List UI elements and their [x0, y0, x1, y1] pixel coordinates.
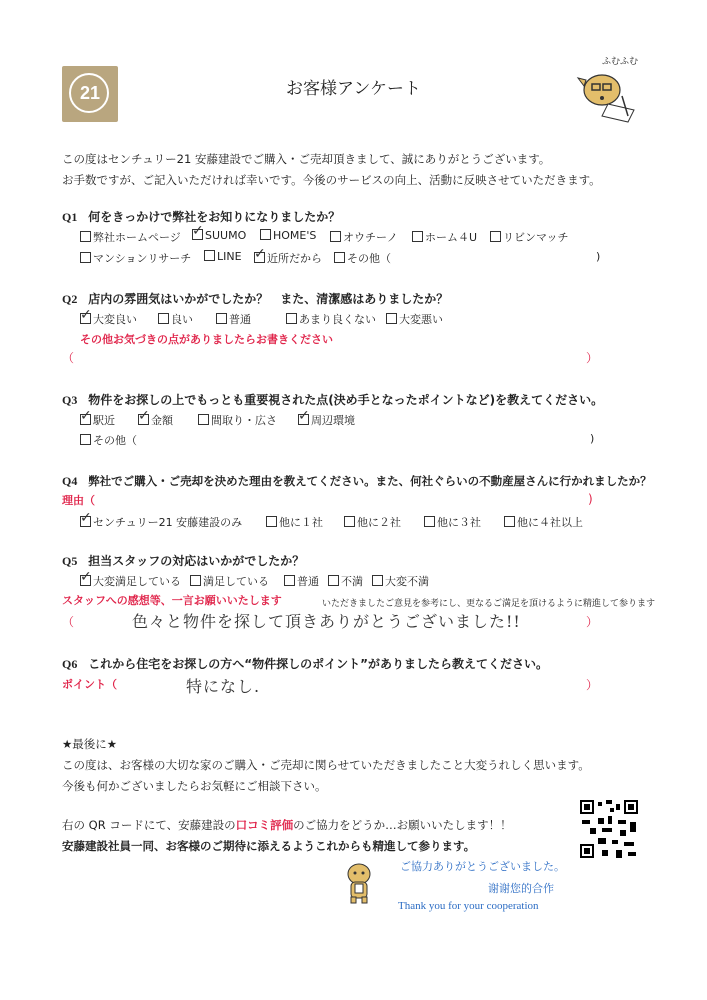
- q6-text: これから住宅をお探しの方へ“物件探しのポイント”がありましたら教えてください。: [88, 657, 548, 671]
- q2-comment-field[interactable]: [80, 349, 580, 367]
- check-mark-icon: ✓: [192, 223, 204, 239]
- checkbox-checked[interactable]: [192, 223, 204, 240]
- checkbox[interactable]: [260, 229, 271, 240]
- check-mark-icon: ✓: [80, 408, 92, 424]
- checkbox[interactable]: [328, 575, 339, 586]
- dog-mascot-icon: [572, 56, 644, 128]
- q5-option-very-dissatisfied[interactable]: 大変不満: [372, 573, 429, 589]
- q6-handwritten-answer[interactable]: 特になし.: [186, 677, 261, 696]
- q2-prompt: その他お気づきの点がありましたらお書きください: [80, 333, 333, 346]
- q4-question: [62, 473, 652, 489]
- checkbox-checked[interactable]: [80, 510, 92, 527]
- checkbox[interactable]: [372, 575, 383, 586]
- q3-other-close-paren: ): [590, 432, 595, 445]
- check-mark-icon: ✓: [80, 307, 92, 323]
- q1-options-row2: [80, 246, 610, 266]
- intro-text: [62, 149, 622, 191]
- q6-label: ポイント（: [62, 678, 117, 691]
- q6-question: [62, 655, 548, 672]
- q1-option-other[interactable]: その他（: [334, 250, 391, 266]
- staff-message: 安藤建設社員一同、お客様のご期待に添えるようこれからも精進して参ります。: [62, 839, 476, 853]
- check-mark-icon: ✓: [254, 246, 266, 262]
- q6-number: Q6: [62, 657, 78, 671]
- q4-option-3[interactable]: 他に３社: [424, 514, 481, 530]
- q5-number: Q5: [62, 554, 78, 568]
- q2-number: Q2: [62, 292, 78, 306]
- checkbox[interactable]: [504, 516, 515, 527]
- q4-option-4plus[interactable]: 他に４社以上: [504, 514, 583, 530]
- q2-open-paren: （: [62, 351, 75, 365]
- q1-option-homepage[interactable]: 弊社ホームページ: [80, 229, 181, 245]
- q4-text: 弊社でご購入・ご売却を決めた理由を教えてください。また、何社ぐらいの不動産屋さんに行かれましたか？: [88, 474, 652, 488]
- checkbox[interactable]: [216, 313, 227, 324]
- q4-reason-field[interactable]: [110, 490, 580, 508]
- q1-options-row1: [80, 223, 640, 245]
- q3-option-environment[interactable]: ✓ 周辺環境: [298, 408, 355, 427]
- q5-option-satisfied[interactable]: 満足している: [190, 573, 269, 589]
- check-mark-icon: ✓: [80, 569, 92, 585]
- intro-line-1: この度はセンチュリー21 安藤建設でご購入・ご売却頂きまして、誠にありがとうございます。: [62, 152, 551, 166]
- q5-text: 担当スタッフの対応はいかがでしたか？: [88, 554, 305, 568]
- intro-line-2: お手数ですが、ご記入いただければ幸いです。今後のサービスの向上、活動に反映させていただきます。: [62, 173, 601, 187]
- logo-number: 21: [79, 83, 101, 103]
- q3-option-station[interactable]: ✓ 駅近: [80, 408, 115, 427]
- q4-options: [80, 510, 600, 530]
- q2-options: [80, 307, 500, 327]
- checkbox[interactable]: [80, 252, 91, 263]
- q5-handwritten-answer[interactable]: 色々と物件を探して頂きありがとうございました!!: [132, 612, 521, 631]
- review-highlight: 口コミ評価: [235, 818, 294, 832]
- checkbox[interactable]: [190, 575, 201, 586]
- q1-option-suumo[interactable]: ✓ SUUMO: [192, 223, 247, 242]
- q5-question: [62, 552, 304, 569]
- q5-prompt: スタッフへの感想等、一言お願いいたします: [62, 594, 282, 607]
- qr-code-icon[interactable]: [578, 798, 640, 860]
- closing-section: [62, 734, 662, 797]
- checkbox[interactable]: [266, 516, 277, 527]
- q1-option-line[interactable]: LINE: [204, 250, 242, 263]
- q3-option-other[interactable]: その他（: [80, 432, 137, 448]
- q5-close-paren: ）: [586, 615, 599, 629]
- q2-option-good[interactable]: 良い: [158, 311, 193, 327]
- checkbox[interactable]: [344, 516, 355, 527]
- q1-number: Q1: [62, 210, 78, 224]
- qr-instruction: 右の QR コードにて、安藤建設の口コミ評価のご協力をどうか…お願いいたします！！: [62, 818, 512, 832]
- thanks-chinese: 谢谢您的合作: [488, 882, 554, 895]
- checkbox-checked[interactable]: [80, 307, 92, 324]
- check-mark-icon: ✓: [138, 408, 150, 424]
- thanks-japanese: ご協力ありがとうございました。: [400, 860, 565, 873]
- mascot-caption: ふむふむ: [602, 57, 639, 67]
- q4-reason-label: 理由（: [62, 494, 95, 507]
- q1-option-rebinmatch[interactable]: リビンマッチ: [490, 229, 569, 245]
- q4-number: Q4: [62, 474, 78, 488]
- q5-note: いただきましたご意見を参考にし、更なるご満足を頂けるように精進して参ります: [322, 599, 656, 609]
- checkbox[interactable]: [286, 313, 297, 324]
- q2-option-very-good[interactable]: ✓ 大変良い: [80, 307, 137, 326]
- q3-options-row2: [80, 432, 600, 448]
- q3-number: Q3: [62, 393, 78, 407]
- closing-line-1: この度は、お客様の大切な家のご購入・ご売却に関らせていただきましたこと大変うれしく思います。: [62, 758, 590, 772]
- checkbox[interactable]: [424, 516, 435, 527]
- q2-text: 店内の雰囲気はいかがでしたか？ また、清潔感はありましたか？: [88, 292, 449, 306]
- q2-question: [62, 290, 448, 307]
- q5-option-dissatisfied[interactable]: 不満: [328, 573, 363, 589]
- checkbox[interactable]: [80, 231, 91, 242]
- checkbox-checked[interactable]: [80, 408, 92, 425]
- q4-option-2[interactable]: 他に２社: [344, 514, 401, 530]
- q1-option-homes[interactable]: HOME'S: [260, 229, 316, 242]
- q2-option-normal[interactable]: 普通: [216, 311, 251, 327]
- check-mark-icon: ✓: [298, 408, 310, 424]
- q1-option-nearby[interactable]: ✓ 近所だから: [254, 246, 322, 265]
- check-mark-icon: ✓: [80, 510, 92, 526]
- checkbox[interactable]: [204, 250, 215, 261]
- q1-option-mansion-research[interactable]: マンションリサーチ: [80, 250, 191, 266]
- checkbox-checked[interactable]: [254, 246, 266, 263]
- checkbox[interactable]: [284, 575, 295, 586]
- checkbox[interactable]: [330, 231, 341, 242]
- checkbox[interactable]: [412, 231, 423, 242]
- q1-option-ouchino[interactable]: オウチーノ: [330, 229, 398, 245]
- q3-option-layout[interactable]: 間取り・広さ: [198, 412, 277, 428]
- checkbox-checked[interactable]: [298, 408, 310, 425]
- thanks-english: Thank you for your cooperation: [398, 900, 539, 912]
- dog-mascot-bottom-icon: [342, 862, 376, 906]
- q4-option-1[interactable]: 他に１社: [266, 514, 323, 530]
- q1-option-home4u[interactable]: ホーム４U: [412, 229, 477, 245]
- closing-line-2: 今後も何かございましたらお気軽にご相談下さい。: [62, 779, 327, 793]
- q2-close-paren: ）: [586, 351, 599, 365]
- q6-close-paren: ）: [586, 678, 599, 692]
- q2-option-very-bad[interactable]: 大変悪い: [386, 311, 443, 327]
- q1-text: 何をきっかけで弊社をお知りになりましたか？: [88, 210, 341, 224]
- q5-open-paren: （: [62, 615, 75, 629]
- q3-option-price[interactable]: ✓ 金額: [138, 408, 173, 427]
- q5-option-very-satisfied[interactable]: ✓ 大変満足している: [80, 569, 181, 588]
- q4-close-paren: ): [588, 492, 593, 506]
- closing-heading: ★最後に★: [62, 737, 118, 751]
- q5-option-normal[interactable]: 普通: [284, 573, 319, 589]
- q4-option-only-us[interactable]: ✓ センチュリー21 安藤建設のみ: [80, 510, 243, 529]
- checkbox-checked[interactable]: [80, 569, 92, 586]
- q3-question: [62, 391, 603, 408]
- q3-text: 物件をお探しの上でもっとも重要視された点(決め手となったポイントなど)を教えてください。: [88, 393, 604, 407]
- q5-options: [80, 569, 480, 589]
- checkbox[interactable]: [490, 231, 501, 242]
- q3-options-row1: [80, 408, 500, 428]
- checkbox-checked[interactable]: [138, 408, 150, 425]
- checkbox[interactable]: [334, 252, 345, 263]
- q2-option-not-good[interactable]: あまり良くない: [286, 311, 376, 327]
- checkbox[interactable]: [80, 434, 91, 445]
- q1-other-close-paren: ): [596, 250, 601, 263]
- page-title: お客様アンケート: [286, 79, 421, 99]
- checkbox[interactable]: [386, 313, 397, 324]
- checkbox[interactable]: [158, 313, 169, 324]
- checkbox[interactable]: [198, 414, 209, 425]
